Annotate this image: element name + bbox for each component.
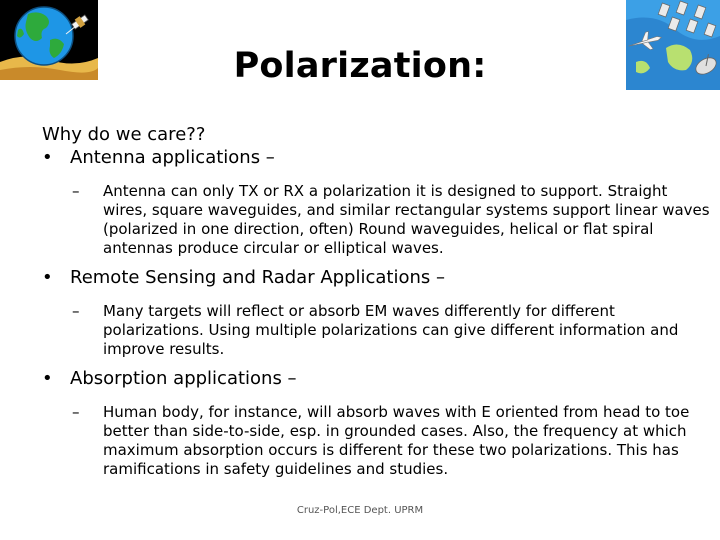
slide-footer: Cruz-Pol,ECE Dept. UPRM	[296, 505, 424, 516]
slide-body	[42, 124, 712, 479]
sub-text: Human body, for instance, will absorb waves with E oriented from head to toe better than side-to-side, esp. in grounded cases. Also, the frequency at which maximum absorption occurs is different for these two polarizations. This has ramifications in safety guidelines and studies.	[103, 403, 690, 478]
bullet-mark: •	[42, 368, 53, 389]
dash-mark: –	[72, 403, 80, 421]
bullet-remote-sensing	[42, 267, 712, 289]
sub-antenna	[72, 182, 712, 258]
sub-text: Many targets will reflect or absorb EM waves differently for different polarizations. Using multiple polarizations can give different information and improve results.	[103, 302, 679, 358]
bullet-label: Remote Sensing and Radar Applications –	[70, 267, 445, 288]
dash-mark: –	[72, 302, 80, 320]
intro-text: Why do we care??	[42, 124, 206, 145]
bullet-mark: •	[42, 147, 53, 168]
sub-absorption	[72, 403, 712, 479]
sub-text: Antenna can only TX or RX a polarization it is designed to support. Straight wires, square waveguides, and similar rectangular systems support linear waves (polarized in one direction, often) Round waveguides, helical or flat spiral antennas produce circular or elliptical waves.	[103, 182, 710, 257]
bullet-label: Antenna applications –	[70, 147, 275, 168]
bullet-mark: •	[42, 267, 53, 288]
slide-title: Polarization:	[233, 46, 487, 86]
dash-mark: –	[72, 182, 80, 200]
sub-remote-sensing	[72, 302, 712, 359]
bullet-absorption	[42, 368, 712, 390]
bullet-label: Absorption applications –	[70, 368, 297, 389]
bullet-antenna	[42, 147, 712, 169]
